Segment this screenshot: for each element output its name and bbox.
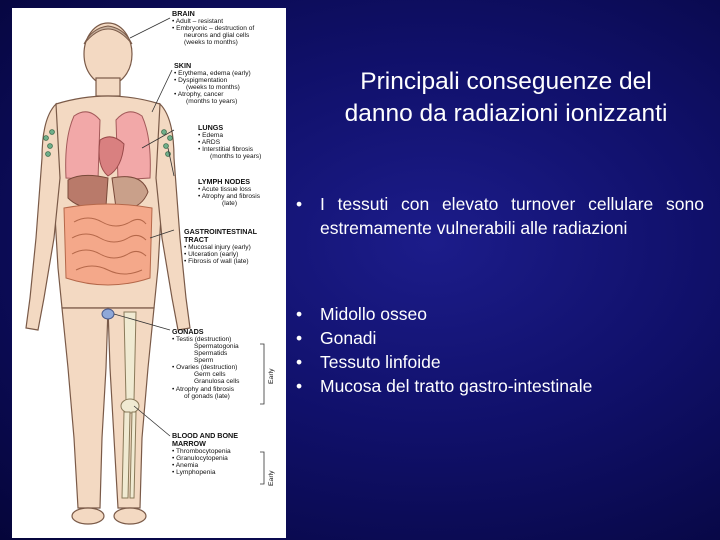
left-foot-shape — [72, 508, 104, 524]
marrow-item: • Thrombocytopenia — [172, 447, 231, 455]
bullet-marker: • — [296, 352, 303, 372]
bullet-marker: • — [296, 194, 303, 214]
skin-item: • Atrophy, cancer — [174, 91, 224, 99]
left-arm-shape — [26, 104, 60, 330]
bullet-marker: • — [296, 376, 303, 396]
brain-item: (weeks to months) — [184, 39, 238, 47]
lungs-item: • ARDS — [198, 138, 221, 146]
marrow-heading: BLOOD AND BONE — [172, 431, 239, 440]
brain-item: • Adult – resistant — [172, 17, 224, 25]
intro-bullet-text — [320, 193, 704, 240]
bullet-marker: • — [296, 304, 303, 324]
slide-title — [296, 66, 716, 130]
left-leg-shape — [62, 308, 108, 508]
gonads-item: Germ cells — [194, 371, 226, 379]
lungs-heading: LUNGS — [198, 123, 224, 132]
marrow-heading-2: MARROW — [172, 438, 206, 448]
list-item-text: Tessuto linfoide — [320, 352, 441, 372]
brain-heading: BRAIN — [172, 9, 195, 18]
liver-shape — [68, 175, 108, 207]
skin-item: (weeks to months) — [186, 83, 240, 91]
anatomy-figure — [12, 8, 286, 538]
gi-item: • Mucosal injury (early) — [184, 243, 251, 251]
marrow-item: • Granulocytopenia — [172, 454, 228, 462]
slide-title-line-1: Principali conseguenze del — [360, 68, 652, 95]
list-item-text: Gonadi — [320, 328, 377, 348]
gonad-shape — [102, 309, 114, 319]
brain-item: neurons and glial cells — [184, 31, 250, 39]
gonads-item: • Atrophy and fibrosis — [172, 385, 235, 393]
gi-heading: GASTROINTESTINAL — [184, 227, 258, 236]
brain-item: • Embryonic – destruction of — [172, 24, 255, 32]
gi-label — [184, 228, 257, 265]
gi-item: • Fibrosis of wall (late) — [184, 257, 249, 265]
gonads-item: Spermatogonia — [194, 342, 239, 350]
skin-label — [174, 62, 251, 105]
marrow-item: • Lymphopenia — [172, 468, 216, 476]
list-item — [296, 351, 708, 375]
list-item — [296, 375, 708, 399]
gonads-item: Sperm — [194, 357, 214, 365]
lymph-item: • Acute tissue loss — [198, 185, 252, 193]
intro-bullet — [296, 193, 708, 273]
skin-item: • Dyspigmentation — [174, 76, 228, 84]
list-item — [296, 327, 708, 351]
intro-text-before: I tessuti con — [320, 194, 442, 214]
marrow-bracket-label: Early — [268, 470, 275, 486]
bullet-marker: • — [296, 328, 303, 348]
gi-item: • Ulceration (early) — [184, 250, 239, 258]
skin-item: (months to years) — [186, 98, 238, 106]
gonads-bracket-label: Early — [268, 368, 275, 384]
right-foot-shape — [114, 508, 146, 524]
neck-shape — [96, 78, 120, 96]
slide-title-line-2: danno da radiazioni ionizzanti — [344, 100, 668, 127]
list-item-text: Midollo osseo — [320, 304, 427, 324]
marrow-label — [172, 432, 238, 476]
intro-text-after: sono estremamente vulnerabili alle radiazioni — [320, 194, 704, 238]
lymph-item: (late) — [222, 199, 238, 207]
lungs-label — [198, 124, 261, 160]
brain-label — [172, 10, 254, 46]
gonads-item: of gonads (late) — [184, 392, 230, 400]
intestine-shape — [64, 204, 152, 285]
gi-heading-2: TRACT — [184, 234, 209, 244]
gonads-item: • Ovaries (destruction) — [172, 364, 238, 372]
intro-text-highlight: elevato turnover cellulare — [441, 194, 654, 214]
head-shape — [84, 23, 132, 85]
list-item-text: Mucosa del tratto gastro-intestinale — [320, 376, 593, 396]
lymph-label — [198, 178, 260, 207]
marrow-item: • Anemia — [172, 461, 199, 469]
lungs-item: • Edema — [198, 131, 224, 139]
lungs-item: • Interstitial fibrosis — [198, 145, 254, 153]
lungs-item: (months to years) — [210, 153, 262, 161]
skin-item: • Erythema, edema (early) — [174, 69, 251, 77]
gonads-heading: GONADS — [172, 327, 204, 336]
gonads-item: Granulosa cells — [194, 378, 240, 386]
lymph-heading: LYMPH NODES — [198, 177, 251, 186]
right-arm-shape — [156, 104, 190, 330]
gonads-item: Spermatids — [194, 349, 228, 357]
gonads-item: • Testis (destruction) — [172, 335, 232, 343]
skin-heading: SKIN — [174, 61, 192, 70]
list-item — [296, 303, 708, 327]
lymph-item: • Atrophy and fibrosis — [198, 192, 261, 200]
gonads-label — [172, 328, 239, 400]
